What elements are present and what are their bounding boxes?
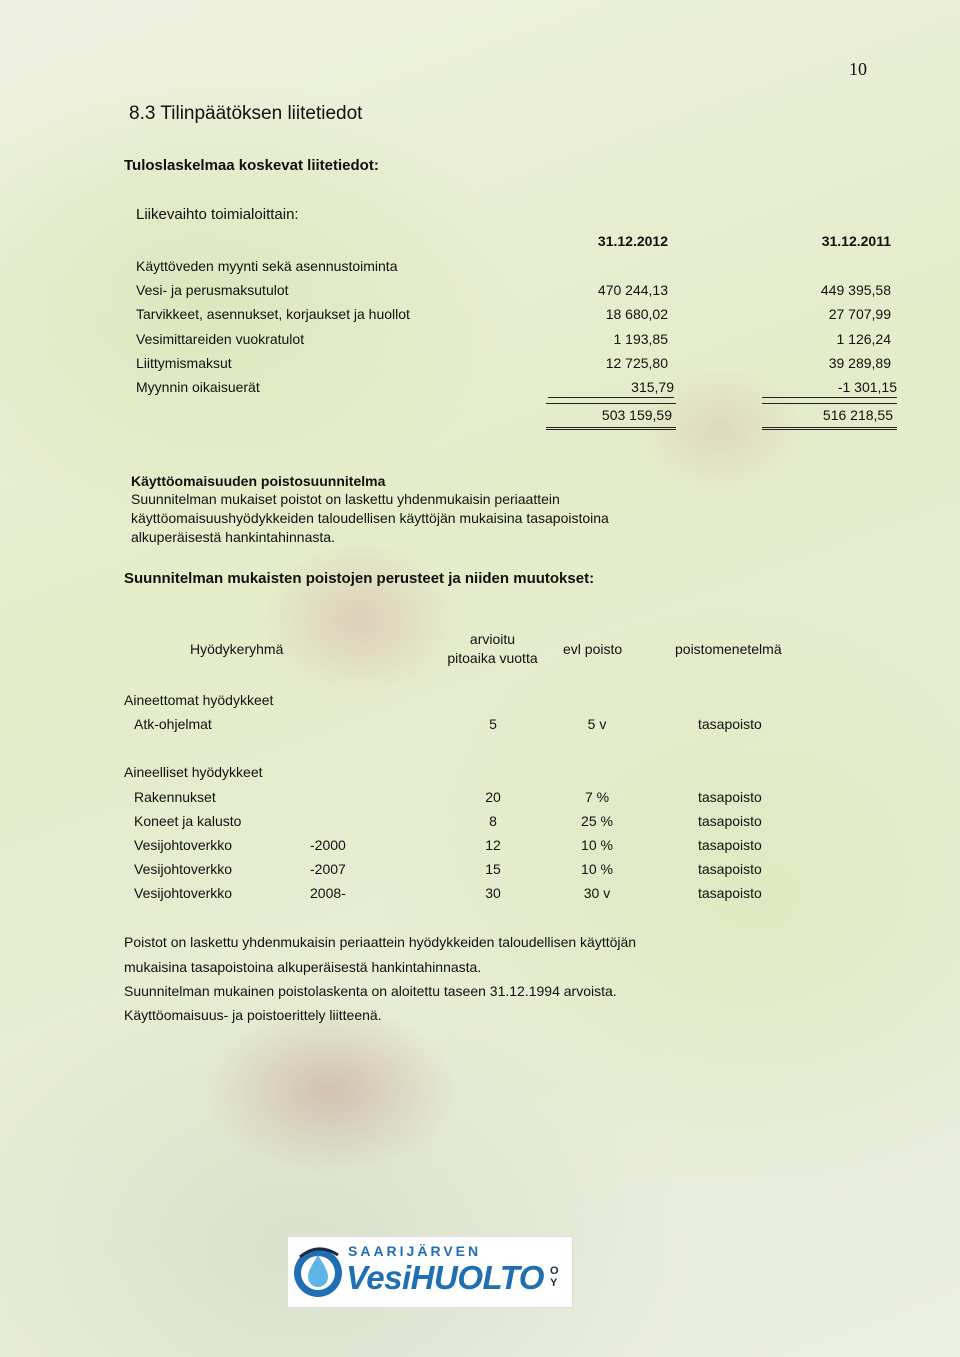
asset-life: 15: [485, 861, 501, 877]
basis-heading: Suunnitelman mukaisten poistojen perusteet ja niiden muutokset:: [124, 570, 595, 587]
income-row-2012: 12 725,80: [605, 355, 668, 371]
asset-name: Vesijohtoverkko: [134, 861, 233, 877]
asset-name: Vesijohtoverkko: [134, 837, 233, 853]
col-header-method: poistomenetelmä: [675, 641, 782, 657]
asset-life: 30: [485, 885, 501, 901]
asset-method: tasapoisto: [698, 861, 762, 877]
asset-life: 20: [485, 789, 501, 805]
col-header-group: Hyödykeryhmä: [190, 641, 284, 657]
income-row-2012: 18 680,02: [605, 306, 668, 322]
footer-note: mukaisina tasapoistoina alkuperäisestä hankintahinnasta.: [124, 959, 482, 975]
plan-line: käyttöomaisuushyödykkeiden taloudellisen käyttöjän mukaisina tasapoistoina: [131, 510, 609, 526]
income-row-label: Myynnin oikaisuerät: [136, 379, 260, 395]
footer-note: Poistot on laskettu yhdenmukaisin periaattein hyödykkeiden taloudellisen käyttöjän: [124, 934, 637, 950]
asset-evl: 7 %: [584, 789, 610, 805]
logo-suffix: OY: [550, 1265, 559, 1289]
income-row-label: Vesimittareiden vuokratulot: [136, 331, 305, 347]
intangible-title: Aineettomat hyödykkeet: [124, 692, 274, 708]
asset-evl: 25 %: [581, 813, 613, 829]
page-number: 10: [849, 59, 867, 79]
asset-name: Rakennukset: [134, 789, 216, 805]
income-row-2012: 470 244,13: [597, 282, 668, 298]
col-header-2012: 31.12.2012: [597, 233, 668, 249]
asset-evl: 10 %: [581, 837, 613, 853]
income-row-label: Liittymismaksut: [136, 355, 232, 371]
asset-period: 2008-: [310, 885, 346, 901]
company-logo: [287, 1236, 573, 1308]
plan-line: alkuperäisestä hankintahinnasta.: [131, 529, 335, 545]
income-row-2011: 1 126,24: [836, 331, 891, 347]
asset-name: Vesijohtoverkko: [134, 885, 233, 901]
asset-method: tasapoisto: [698, 789, 762, 805]
income-row-2011: 27 707,99: [828, 306, 891, 322]
income-subheading: Liikevaihto toimialoittain:: [136, 206, 299, 223]
asset-name: Koneet ja kalusto: [134, 813, 242, 829]
asset-method: tasapoisto: [698, 813, 762, 829]
income-heading: Tuloslaskelmaa koskevat liitetiedot:: [124, 157, 379, 174]
logo-top-text: SAARIJÄRVEN: [348, 1243, 482, 1259]
col-header-life-1: arvioitu: [469, 631, 516, 647]
income-row-label: Vesi- ja perusmaksutulot: [136, 282, 289, 298]
col-header-2011: 31.12.2011: [821, 233, 891, 249]
income-row-2011: -1 301,15: [762, 379, 897, 398]
asset-life: 5: [489, 716, 497, 732]
asset-evl: 10 %: [581, 861, 613, 877]
asset-period: -2000: [310, 837, 346, 853]
income-row-2011: 449 395,58: [820, 282, 891, 298]
income-row-2012: 1 193,85: [613, 331, 668, 347]
asset-life: 12: [485, 837, 501, 853]
asset-period: -2007: [310, 861, 346, 877]
footer-note: Käyttöomaisuus- ja poistoerittely liitteenä.: [124, 1007, 382, 1023]
section-title: 8.3 Tilinpäätöksen liitetiedot: [129, 103, 363, 124]
income-row-2011: 39 289,89: [828, 355, 891, 371]
asset-name: Atk-ohjelmat: [134, 716, 212, 732]
plan-heading: Käyttöomaisuuden poistosuunnitelma: [131, 473, 386, 489]
income-row-2012: 315,79: [548, 379, 674, 398]
asset-evl: 5 v: [587, 716, 607, 732]
asset-method: tasapoisto: [698, 716, 762, 732]
logo-main-text: VesiHUOLTO: [346, 1259, 544, 1296]
col-header-life-2: pitoaika vuotta: [447, 650, 538, 666]
tangible-title: Aineelliset hyödykkeet: [124, 764, 263, 780]
plan-line: Suunnitelman mukaiset poistot on laskettu yhdenmukaisin periaattein: [131, 491, 560, 507]
col-header-evl: evl poisto: [563, 641, 623, 657]
asset-evl: 30 v: [583, 885, 611, 901]
asset-method: tasapoisto: [698, 837, 762, 853]
asset-method: tasapoisto: [698, 885, 762, 901]
income-group-label: Käyttöveden myynti sekä asennustoiminta: [136, 258, 398, 274]
income-total-2011: 516 218,55: [762, 403, 897, 430]
footer-note: Suunnitelman mukainen poistolaskenta on aloitettu taseen 31.12.1994 arvoista.: [124, 983, 617, 999]
income-row-label: Tarvikkeet, asennukset, korjaukset ja huollot: [136, 306, 410, 322]
income-total-2012: 503 159,59: [546, 403, 676, 430]
asset-life: 8: [489, 813, 497, 829]
